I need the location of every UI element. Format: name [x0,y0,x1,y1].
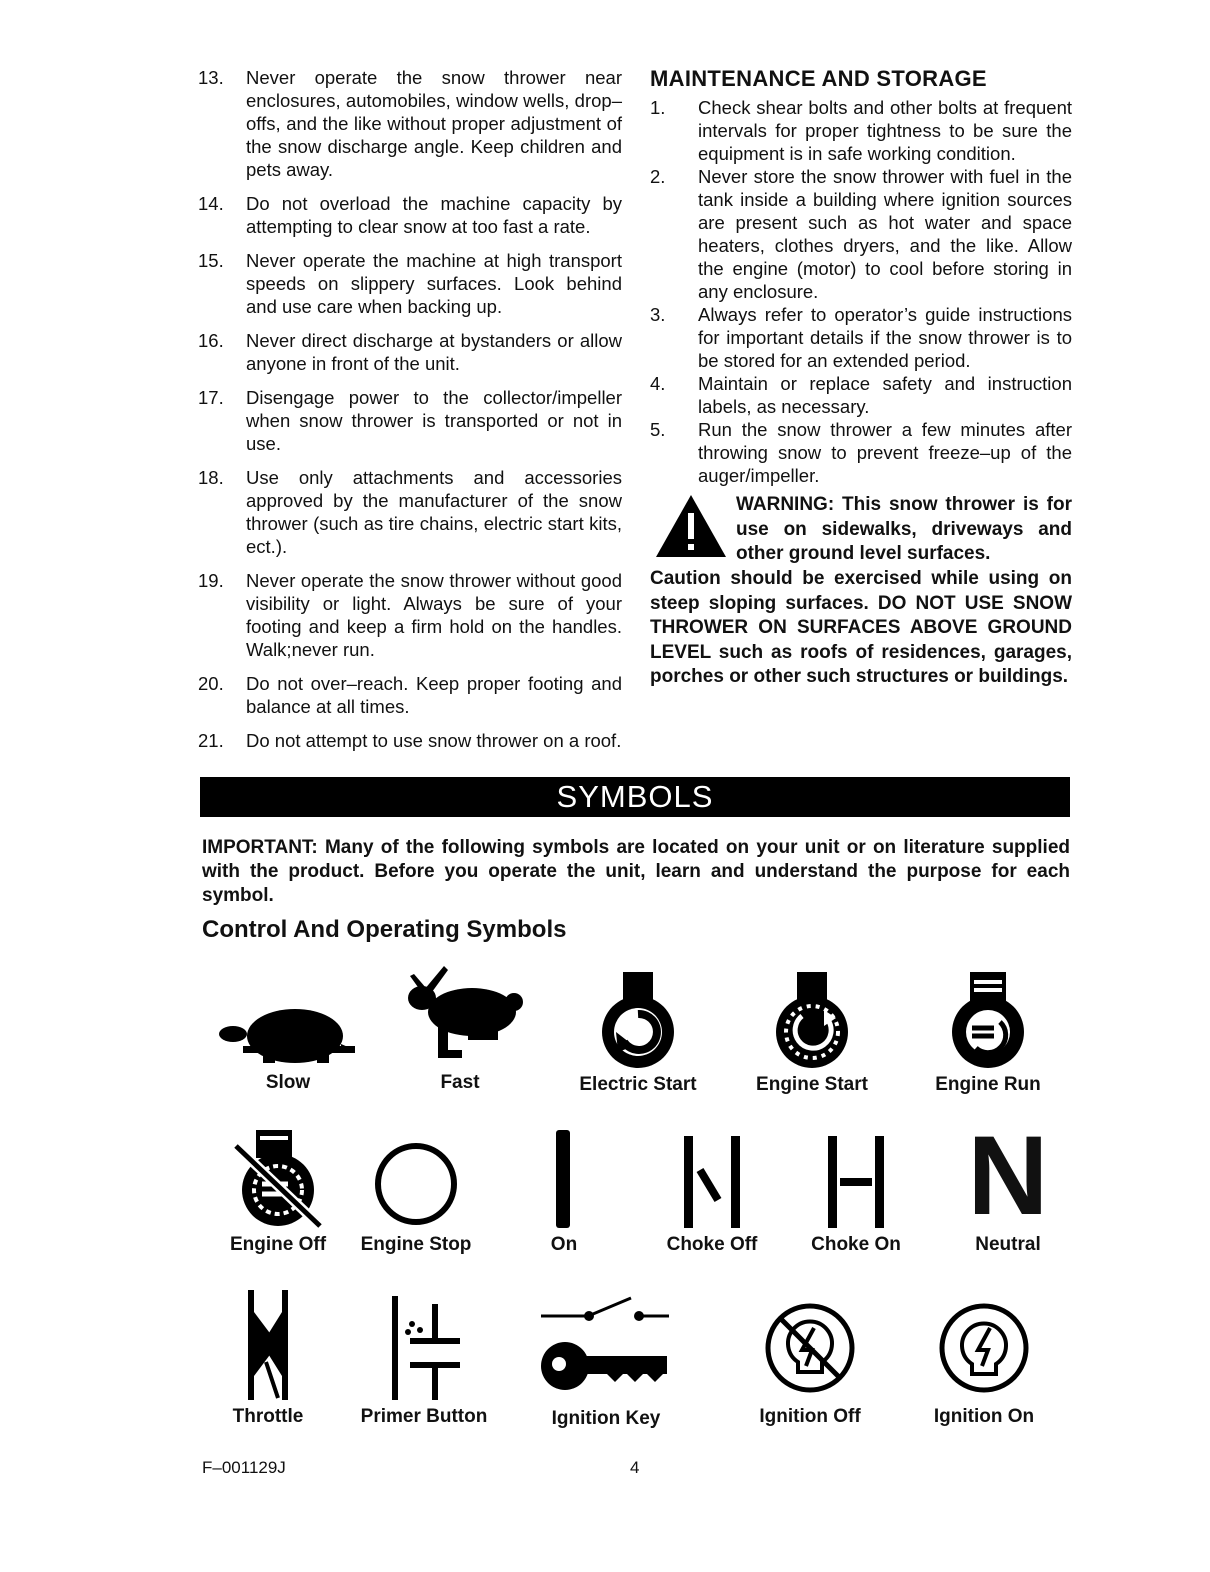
symbol-label: Fast [440,1072,480,1093]
throttle-icon [218,1286,318,1402]
page-number: 4 [630,1458,640,1477]
document-code: F–001129J [202,1458,286,1477]
symbol-label: Engine Off [229,1234,327,1255]
symbol-label: Engine Stop [360,1234,472,1255]
list-item: 3. Always refer to operator’s guide instructions for important details if the snow thrower is to be stored for an extended period. [650,304,1072,371]
symbol-throttle [188,1286,348,1428]
symbol-label: Ignition Off [759,1406,861,1427]
list-item: 4. Maintain or replace safety and instruction labels, as necessary. [650,373,1072,417]
maintenance-list [650,96,1072,487]
maintenance-title: MAINTENANCE AND STORAGE [650,66,987,91]
symbol-label: Ignition On [933,1406,1035,1427]
warning-heading: WARNING: This snow thrower is for use on sidewalks, driveways and other ground level surfaces. [650,493,1072,567]
list-item: 5. Run the snow thrower a few minutes after throwing snow to prevent freeze–up of the auger/impeller. [650,419,1072,486]
symbol-label: Neutral [975,1234,1041,1255]
list-item: 17. Disengage power to the collector/impeller when snow thrower is transported or not in use. [198,387,622,454]
list-item: 13. Never operate the snow thrower near enclosures, automobiles, window wells, drop–offs, and the like without proper adjustment of the snow discharge angle. Keep children and pets away. [198,67,622,180]
safety-rules-column [198,66,622,763]
circle-stop-icon [366,1132,466,1230]
symbol-choke-on [776,1126,936,1256]
list-item: 20. Do not over–reach. Keep proper footing and balance at all times. [198,673,622,717]
symbols-banner: SYMBOLS [200,777,1070,817]
important-notice: IMPORTANT: Many of the following symbols are located on your unit or on literature supplied with the product. Before you operate the unit, learn and understand the purpose for each symbol. [202,837,1070,906]
ignition-on-icon [934,1294,1034,1402]
list-item: 1. Check shear bolts and other bolts at frequent intervals for proper tightness to be sure the equipment is in safe working condition. [650,97,1072,164]
ignition-off-icon [760,1294,860,1402]
symbol-ignition-on [904,1294,1064,1428]
list-item: 21. Do not attempt to use snow thrower on a roof. [198,730,622,751]
symbol-fast [380,962,540,1094]
symbol-on [484,1126,644,1256]
symbol-engine-start [732,970,892,1096]
symbol-primer-button [344,1290,504,1428]
warning-block [650,493,1072,690]
list-item: 19. Never operate the snow thrower without good visibility or light. Always be sure of your footing and keep a firm hold on the handles. Walk;never run. [198,570,622,660]
choke-on-icon [806,1126,906,1230]
symbol-label: Engine Run [935,1074,1041,1095]
symbol-label: Electric Start [579,1074,697,1095]
neutral-icon: N [967,1113,1049,1238]
list-item: 14. Do not overload the machine capacity by attempting to clear snow at too fast a rate. [198,193,622,237]
list-item: 15. Never operate the machine at high transport speeds on slippery surfaces. Look behind and use care when backing up. [198,250,622,317]
list-item: 2. Never store the snow thrower with fuel in the tank inside a building where ignition sources are present such as hot water and space heaters, clothes dryers, and the like. Allow the engine (motor) to cool before storing in any enclosure. [650,166,1072,302]
symbol-engine-stop [336,1132,496,1256]
rabbit-icon [390,962,530,1068]
choke-off-icon [662,1126,762,1230]
symbol-label: Ignition Key [551,1408,661,1429]
symbol-engine-off [198,1128,358,1256]
symbol-slow [208,996,368,1094]
symbol-label: On [550,1234,578,1255]
symbol-electric-start [558,970,718,1096]
symbol-label: Throttle [232,1406,304,1427]
ignition-key-icon [531,1294,681,1404]
warning-body: Caution should be exercised while using on steep sloping surfaces. DO NOT USE SNOW THROWER ON SURFACES ABOVE GROUND LEVEL such as roofs of residences, garages, porches or other such structures or buildings. [650,568,1072,687]
turtle-icon [213,996,363,1068]
symbol-label: Choke On [811,1234,901,1255]
symbol-engine-run [908,970,1068,1096]
engine-off-icon [228,1128,328,1230]
control-symbols-heading: Control And Operating Symbols [202,916,567,943]
primer-icon [374,1290,474,1402]
symbol-label: Choke Off [666,1234,758,1255]
symbol-label: Engine Start [756,1074,868,1095]
symbol-choke-off [632,1126,792,1256]
symbol-label: Primer Button [360,1406,488,1427]
maintenance-column [650,66,1072,690]
electric-start-icon [588,970,688,1070]
safety-rules-list [198,66,622,752]
symbol-ignition-key [526,1294,686,1430]
symbol-neutral [928,1113,1088,1256]
list-item: 16. Never direct discharge at bystanders or allow anyone in front of the unit. [198,330,622,374]
symbol-label: Slow [265,1072,311,1093]
list-item: 18. Use only attachments and accessories approved by the manufacturer of the snow thrower (such as tire chains, electric start kits, ect.). [198,467,622,557]
symbol-ignition-off [730,1294,890,1428]
on-bar-icon [534,1126,594,1230]
engine-run-icon [938,970,1038,1070]
engine-start-icon [762,970,862,1070]
warning-triangle-icon [654,493,728,559]
